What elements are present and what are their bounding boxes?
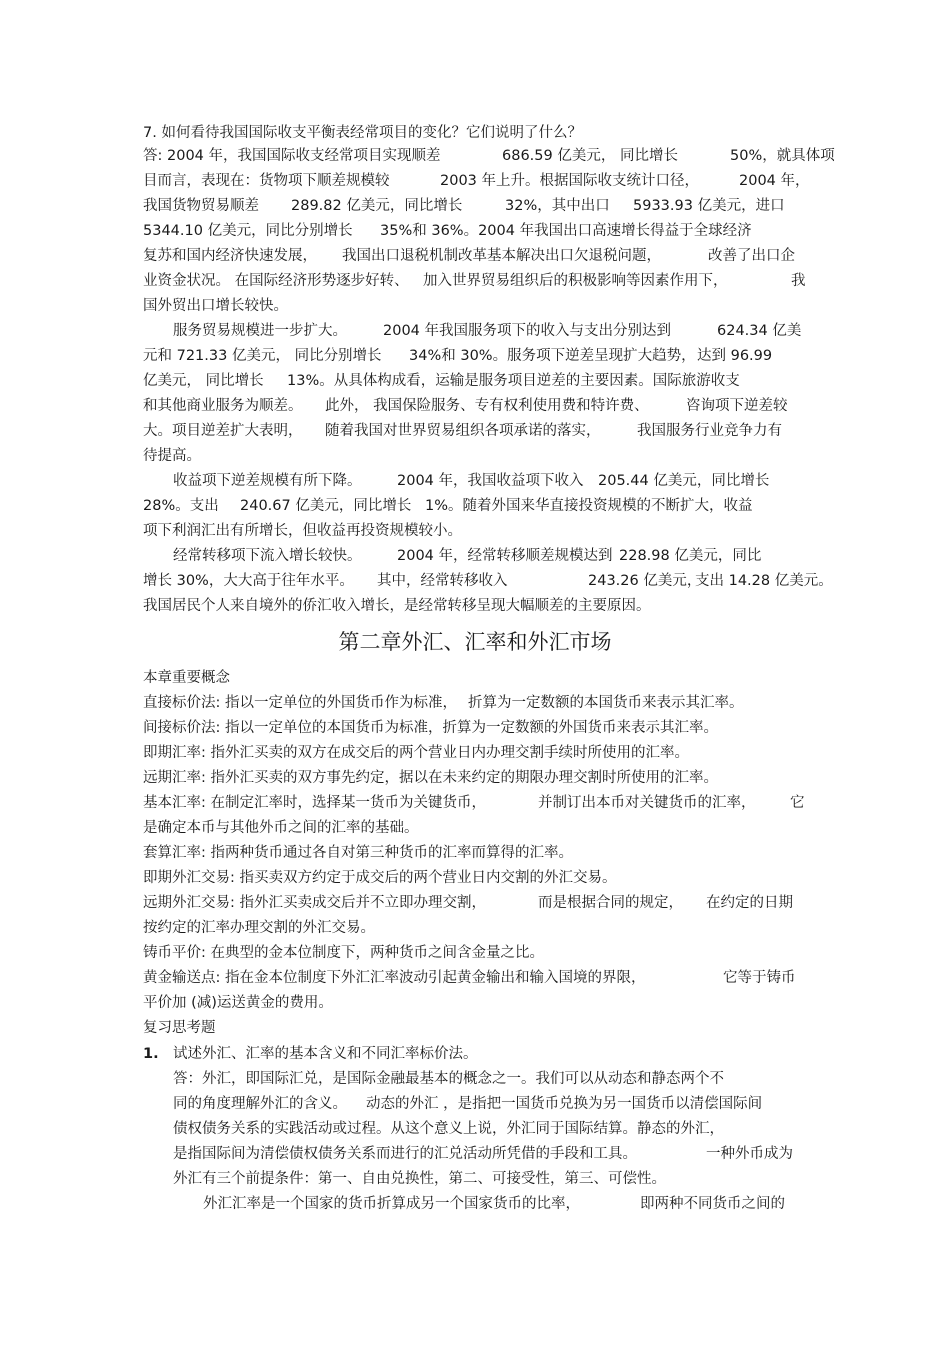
answer-line: [203, 1191, 867, 1217]
text-segment: 我国居民个人来自境外的侨汇收入增长，是经常转移呈现大幅顺差的主要原因。: [143, 598, 651, 614]
text-segment: 34%和 30%。服务项下逆差呈现扩大趋势，: [409, 348, 696, 364]
text-segment: 项下利润汇出有所增长，但收益再投资规模较小。: [143, 523, 462, 539]
paragraph-line: [143, 318, 807, 344]
text-segment: 直接标价法: 指以一定单位的外国货币作为标准，: [143, 695, 457, 711]
text-segment: 此外， 我国保险服务、专有权利使用费和特许费、: [325, 398, 649, 414]
text-segment: 2004 年，: [739, 173, 810, 189]
text-segment: 即期外汇交易: 指买卖双方约定于成交后的两个营业日内交割的外汇交易。: [143, 870, 617, 886]
answer-line: [143, 143, 835, 169]
text-segment: 我国服务行业竞争力有: [637, 423, 782, 439]
paragraph-line: [143, 468, 807, 494]
paragraph-line: [143, 443, 807, 469]
text-segment: 基本汇率: 在制定汇率时，选择某一货币为关键货币，: [143, 795, 486, 811]
text-segment: 240.67 亿美元，同比增长: [240, 498, 412, 514]
text-segment: 5933.93 亿美元，进口: [633, 198, 785, 214]
text-segment: 待提高。: [143, 448, 201, 464]
text-segment: 铸币平价: 在典型的金本位制度下，两种货币之间含金量之比。: [143, 945, 544, 961]
paragraph-line: [143, 543, 807, 569]
text-segment: 2003 年上升。根据国际收支统计口径，: [440, 173, 700, 189]
text-segment: 是确定本币与其他外币之间的汇率的基础。: [143, 820, 419, 836]
concept-line: [143, 840, 807, 866]
text-segment: 外汇汇率是一个国家的货币折算成另一个国家货币的比率，: [203, 1196, 580, 1212]
text-segment: 7. 如何看待我国国际收支平衡表经常项目的变化？它们说明了什么？: [143, 125, 582, 141]
text-segment: 2004 年，我国收益项下收入: [397, 473, 584, 489]
text-segment: 243.26 亿美元，: [588, 573, 702, 589]
text-segment: 黄金输送点: 指在金本位制度下外汇汇率波动引起黄金输出和输入国境的界限，: [143, 970, 646, 986]
chapter-title: 第二章外汇、汇率和外汇市场: [338, 630, 612, 654]
text-segment: 支出 14.28 亿美元。: [695, 573, 833, 589]
text-segment: 在约定的日期: [706, 895, 793, 911]
text-segment: 服务贸易规模进一步扩大。: [173, 323, 347, 339]
concepts-heading: [143, 665, 807, 691]
text-segment: 大。项目逆差扩大表明，: [143, 423, 303, 439]
concept-line: [143, 865, 807, 891]
text-segment: 业资金状况。 在国际经济形势逐步好转、: [143, 273, 409, 289]
text-segment: 改善了出口企: [708, 248, 795, 264]
paragraph-line: [143, 343, 807, 369]
text-segment: 2004 年，经常转移顺差规模达到: [397, 548, 613, 564]
text-segment: 2004 年我国服务项下的收入与支出分别达到: [383, 323, 672, 339]
paragraph-line: [143, 418, 807, 444]
text-segment: 即期汇率: 指外汇买卖的双方在成交后的两个营业日内办理交割手续时所使用的汇率。: [143, 745, 689, 761]
text-segment: 228.98 亿美元，同比: [619, 548, 762, 564]
text-segment: 而是根据合同的规定，: [538, 895, 683, 911]
concept-line: [143, 790, 807, 816]
review-heading: [143, 1015, 807, 1041]
text-segment: 答：外汇，即国际汇兑，是国际金融最基本的概念之一。我们可以从动态和静态两个不: [173, 1071, 724, 1087]
text-segment: 远期外汇交易: 指外汇买卖成交后并不立即办理交割，: [143, 895, 486, 911]
text-segment: 289.82 亿美元，同比增长: [291, 198, 463, 214]
text-segment: 我国货物贸易顺差: [143, 198, 259, 214]
answer-line: [173, 1116, 837, 1142]
text-segment: 收益项下逆差规模有所下降。: [173, 473, 362, 489]
text-segment: 平价加 (减)运送黄金的费用。: [143, 995, 333, 1011]
text-segment: 35%和 36%。2004 年我国出口高速增长得益于全球经济: [380, 223, 752, 239]
text-segment: 按约定的汇率办理交割的外汇交易。: [143, 920, 375, 936]
review-question-1: [143, 1041, 807, 1067]
concept-line: [143, 815, 807, 841]
answer-line: [143, 293, 807, 319]
paragraph-line: [143, 368, 807, 394]
paragraph-line: [143, 568, 833, 594]
text-segment: 套算汇率: 指两种货币通过各自对第三种货币的汇率而算得的汇率。: [143, 845, 573, 861]
paragraph-line: [143, 593, 807, 619]
text-segment: 复苏和国内经济快速发展，: [143, 248, 317, 264]
text-segment: 32%，其中出口: [505, 198, 610, 214]
answer-line: [143, 243, 807, 269]
text-segment: 是指国际间为清偿债权债务关系而进行的汇兑活动所凭借的手段和工具。: [173, 1146, 637, 1162]
text-segment: 答: 2004 年，我国国际收支经常项目实现顺差: [143, 148, 441, 164]
concept-line: [143, 940, 807, 966]
paragraph-line: [143, 518, 807, 544]
text-segment: 一种外币成为: [706, 1146, 793, 1162]
text-segment: 其中，经常转移收入: [377, 573, 508, 589]
answer-line: [173, 1066, 837, 1092]
text-segment: 债权债务关系的实践活动或过程。从这个意义上说，外汇同于国际结算。静态的外汇，: [173, 1121, 724, 1137]
concept-line: [143, 915, 807, 941]
text-segment: 它等于铸币: [723, 970, 796, 986]
concept-line: [143, 765, 807, 791]
answer-line: [143, 268, 807, 294]
text-segment: 同的角度理解外汇的含义。: [173, 1096, 347, 1112]
concept-line: [143, 715, 807, 741]
text-segment: 50%，就具体项: [730, 148, 835, 164]
text-segment: 复习思考题: [143, 1020, 216, 1036]
text-segment: 随着我国对世界贸易组织各项承诺的落实，: [325, 423, 601, 439]
text-segment: 加入世界贸易组织后的积极影响等因素作用下，: [423, 273, 728, 289]
text-segment: 624.34 亿美: [717, 323, 802, 339]
text-segment: 它: [790, 795, 805, 811]
text-segment: 并制订出本币对关键货币的汇率，: [538, 795, 756, 811]
paragraph-line: [143, 393, 807, 419]
text-segment: 折算为一定数额的本国货币来表示其汇率。: [468, 695, 744, 711]
answer-line: [173, 1141, 837, 1167]
answer-line: [143, 193, 807, 219]
answer-line: [173, 1166, 837, 1192]
text-segment: 达到 96.99: [697, 348, 773, 364]
concept-line: [143, 965, 807, 991]
text-segment: 即两种不同货币之间的: [640, 1196, 785, 1212]
concept-line: [143, 890, 807, 916]
text-segment: 元和 721.33 亿美元， 同比分别增长: [143, 348, 382, 364]
text-segment: 13%。从具体构成看，运输是服务项目逆差的主要因素。国际旅游收支: [287, 373, 740, 389]
text-segment: 咨询项下逆差较: [686, 398, 788, 414]
text-segment: 我国出口退税机制改革基本解决出口欠退税问题，: [342, 248, 661, 264]
text-segment: 1.: [143, 1046, 159, 1062]
concept-line: [143, 990, 807, 1016]
text-segment: 5344.10 亿美元，同比分别增长: [143, 223, 353, 239]
text-segment: 686.59 亿美元， 同比增长: [502, 148, 678, 164]
text-segment: 亿美元， 同比增长: [143, 373, 264, 389]
text-segment: 我: [791, 273, 806, 289]
text-segment: 205.44 亿美元，同比增长: [598, 473, 770, 489]
text-segment: 经常转移项下流入增长较快。: [173, 548, 362, 564]
concept-line: [143, 690, 807, 716]
text-segment: 外汇有三个前提条件：第一、自由兑换性，第二、可接受性，第三、可偿性。: [173, 1171, 666, 1187]
text-segment: 28%。支出: [143, 498, 219, 514]
text-segment: 和其他商业服务为顺差。: [143, 398, 303, 414]
concept-line: [143, 740, 807, 766]
text-segment: 间接标价法: 指以一定单位的本国货币为标准，折算为一定数额的外国货币来表示其汇率。: [143, 720, 718, 736]
answer-line: [173, 1091, 837, 1117]
text-segment: 试述外汇、汇率的基本含义和不同汇率标价法。: [173, 1046, 478, 1062]
paragraph-line: [143, 493, 807, 519]
text-segment: 1%。随着外国来华直接投资规模的不断扩大，收益: [425, 498, 753, 514]
text-segment: 本章重要概念: [143, 670, 230, 686]
text-segment: 国外贸出口增长较快。: [143, 298, 288, 314]
text-segment: 动态的外汇 ，是指把一国货币兑换为另一国货币以清偿国际间: [366, 1096, 763, 1112]
text-segment: 增长 30%，大大高于往年水平。: [143, 573, 354, 589]
answer-line: [143, 168, 810, 194]
text-segment: 远期汇率: 指外汇买卖的双方事先约定，据以在未来约定的期限办理交割时所使用的汇率。: [143, 770, 718, 786]
text-segment: 目而言，表现在：货物项下顺差规模较: [143, 173, 390, 189]
answer-line: [143, 218, 807, 244]
